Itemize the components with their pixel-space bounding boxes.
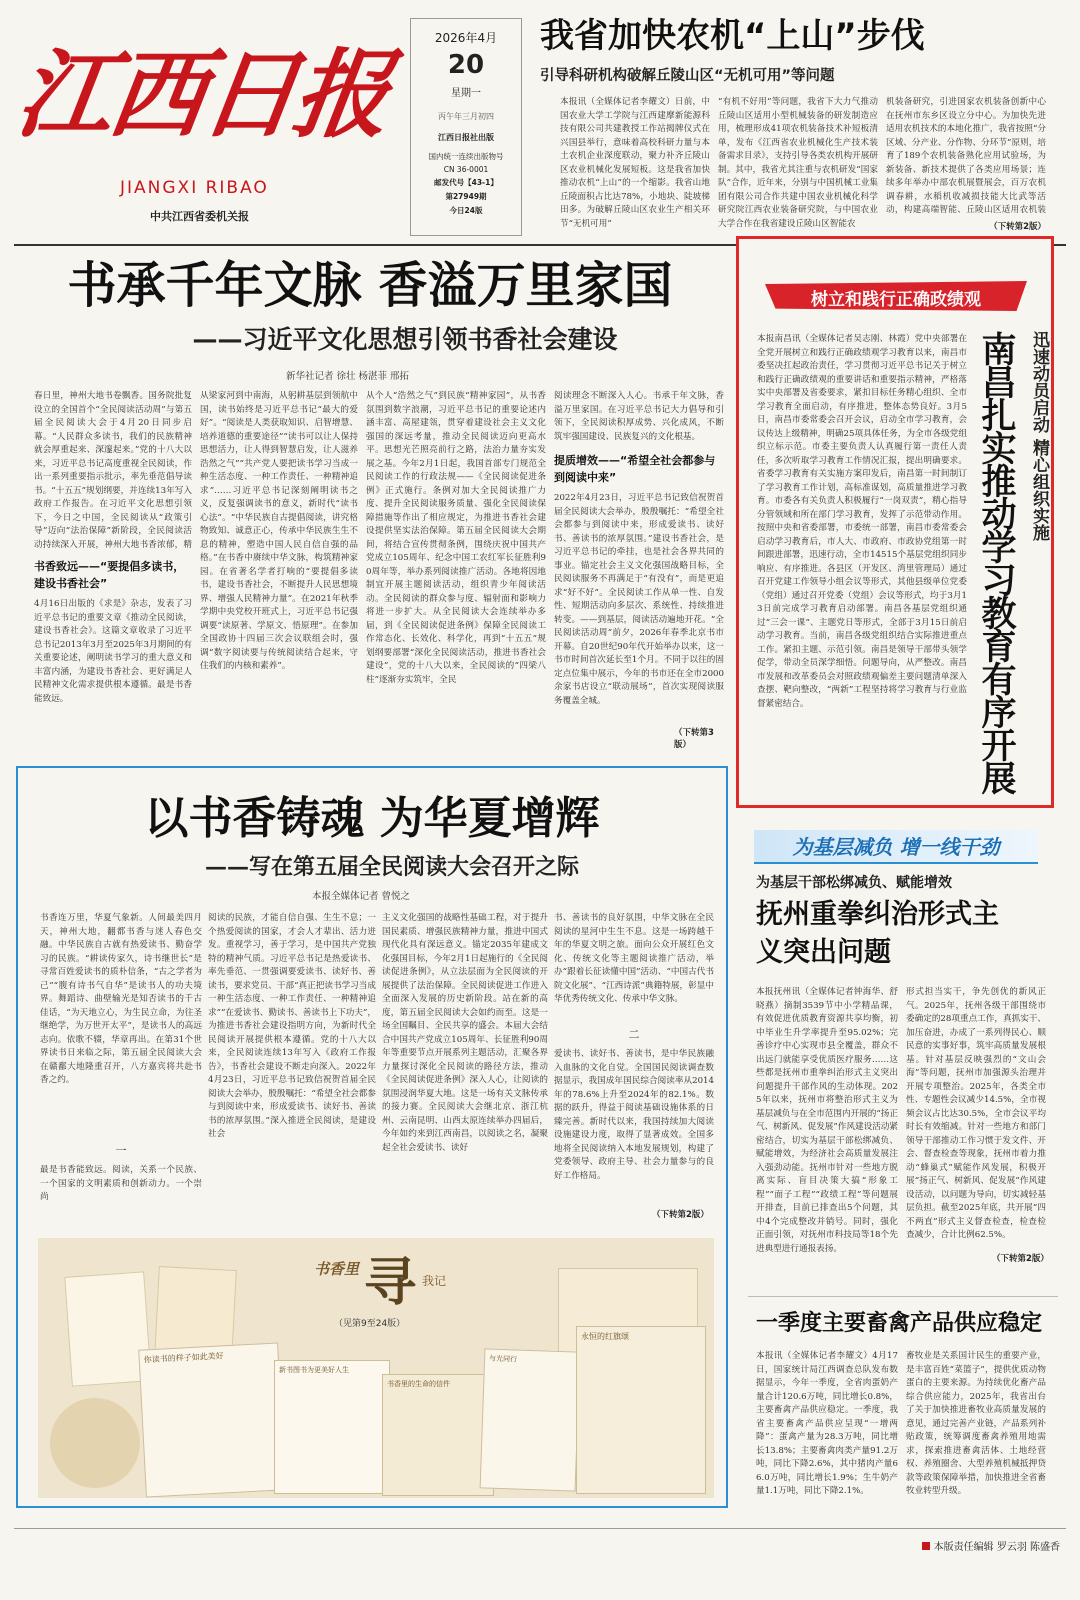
reduce-burden-banner-text: 为基层减负 增一线干劲: [792, 835, 1000, 859]
feature-col3: 主义文化强国的战略性基础工程，对于提升国民素质、增强民族精神力量，推进中国式现代化具有深远意义。锚定2035年建成文化强国目标，今年2月1日起施行的《全民阅读促进条例》，从立法层面为全民阅读的开展提供了法治保障。全民阅读促进工作进入全面深入发展的历史新阶段。站在新的高度，第五届全民阅读大会如约而至。这是一场全国瞩目、全民共享的盛会。本届大会结合中国共产党成立105周年、长征胜利90周年等重要节点开展系列主题活动，汇聚各界力量探讨深化全民阅读的路径方法，推动《全民阅读促进条例》深入人心，让阅读的氛围浸润华夏大地。这是一场有关文脉传承的接力赛。全民阅读大会继北京、浙江杭州、云南昆明、山西太原连续举办四届后，今年如约来到江西南昌，以阅读之名，凝聚起全社会爱读书、读好: [382, 913, 548, 1153]
date-lunar: 丙午年三月初四: [438, 112, 494, 121]
politics-vertical-subtitle: 迅速动员启动 精心组织实施: [1029, 331, 1049, 541]
lead-col1b: 4月16日出版的《求是》杂志，发表了习近平总书记的重要文章《推动全民阅读，建设书香社会》。这篇文章收录了习近平总书记2013年3月至2025年3月期间的有关重要论述，阐明读书学习的重大意义和丰富内涵，为建设书香社会、更好满足人民精神文化需求提供根本遵循。最是书香能致远。: [34, 599, 192, 704]
lead-col2: 从梁家河到中南海，从躬耕基层到领航中国，读书始终是习近平总书记“最大的爱好”。“阅读是人类获取知识、启智增慧、培养道德的重要途径”“读书可以让人保持思想活力，让人得到智慧启发，让人滋养浩然之气”“共产党人要把读书学习当成一种生活态度、一种工作责任、一种精神追求”……习近平总书记深刻阐明读书之义，反复强调读书的意义，新时代“读书心法”。“中华民族自古提倡阅读，讲究格物致知、诚意正心，传承中华民族生生不息的精神，塑造中国人民自信自强的品格。”在书香中赓续中华文脉，构筑精神家园。在省著名学者打响的“要提倡多读书，建设书香社会，不断提升人民思想境界、增强人民精神力量”。在2021年秋季学期中央党校开班式上，习近平总书记强调要“读原著、学原文、悟原理”。在参加全国政协十四届三次会议联组会时，强调“数字阅读要与传统阅读结合起来，守住我们的内核和素养”。: [200, 391, 358, 671]
collage-panel-4-label: 与光同行: [488, 1354, 518, 1364]
politics-vertical-title: 南昌扎实推动学习教育有序开展: [976, 331, 1016, 793]
collage-panel-5-label: 永恒的红旗颂: [581, 1332, 629, 1341]
lead-subhead-1: 书香致远——“要提倡多读书，建设书香社会”: [34, 560, 185, 590]
lead-subtitle: ——习近平文化思想引领书香社会建设: [192, 325, 618, 354]
masthead: [10, 10, 405, 235]
feature-col4: 书、善读书的良好氛围，中华文脉在全民阅读的星河中生生不息。这是一场跨越千年的华夏文明之旅。面向公众开展红色文化、传统文化等主题阅读推广活动，举办“跟着长征读懂中国”活动、“中国古代书院文化展”、“江西诗派”典籍特展，彰显中华优秀传统文化、传承中华文脉。: [554, 913, 714, 1004]
date-weekday: 星期一: [451, 88, 481, 99]
lead-byline: 新华社记者 徐壮 杨湛菲 邢拓: [286, 371, 410, 382]
lead-title: 书承千年文脉 香溢万里家国: [67, 257, 673, 314]
livestock-col2: 畜牧业是关系国计民生的重要产业，是丰富百姓“菜篮子”，提供优质动物蛋白的主要来源。为持续优化畜产品综合供应能力，2025年，我省出台了关于加快推进畜牧业高质量发展的意见，通过完善产业链，产品系列补贴政策，统筹调度畜禽养殖用地需求，探索推进畜禽活体、土地经营权、养殖圈舍、大型养殖机械抵押贷款等政策保障举措，加快推进全省畜牧业转型升级。: [906, 1351, 1046, 1496]
feature-part-1: 一: [115, 1144, 127, 1157]
feature-story: [16, 766, 728, 1508]
date-cn: CN 36-0001: [443, 165, 489, 174]
date-box: [410, 18, 522, 236]
top-story-title: 我省加快农机“上山”步伐: [540, 16, 925, 56]
livestock-col1: 本报讯（全媒体记者李耀文）4月17日，国家统计局江西调查总队发布数据显示，今年一季度，全省肉蛋奶产量合计120.6万吨，同比增长0.8%，主要畜禽产品供应稳定。一季度，我省主要畜禽产品供应呈现“一增两降”：蛋禽产量为28.3万吨，同比增长13.8%；主要畜禽肉类产量91.2万吨，同比下降2.6%，其中猪肉产量66.0万吨，同比增长1.9%；生牛奶产量1.1万吨，同比下降2.1%。: [756, 1351, 898, 1496]
livestock-story: [756, 1308, 1056, 1528]
collage-rug-icon: [50, 1398, 140, 1488]
collage-panel-2: [274, 1360, 390, 1494]
politics-box: [736, 236, 1054, 808]
fuzhou-col1: 本报抚州讯（全媒体记者钟海华、舒晓燕）摘制3539节中小学精品课，有效促进优质教育资源共享均衡，初中毕业生升学率提升至95.02%；完善诊疗中心实现市县全覆盖，群众不出远门就能享受优质医疗服务……这些都是抚州市重拳纠治形式主义突出问题提升干部作风的生动体现。2025年以来，抚州市将整治形式主义为基层减负与在全市范围内开展的“扬正气、树新风、促发展”作风建设活动紧密结合，切实为基层干部松绑减负、赋能增效，为经济社会高质量发展注入强劲动能。抚州市针对一些地方脱离实际、盲目决策大搞“形象工程”“面子工程”“政绩工程”等问题展开排查，目前已排查出5个问题，其中4个完成整改并销号。同时，强化正面引领，对抚州市科技局等18个先进典型进行通报表扬。: [756, 987, 898, 1254]
top-story: [540, 14, 1060, 236]
top-story-jump[interactable]: （下转第2版）: [989, 222, 1046, 232]
collage-panel-1-label: 你读书的样子如此美好: [143, 1351, 224, 1365]
collage-panel-5: [576, 1326, 706, 1494]
livestock-title: 一季度主要畜禽产品供应稳定: [756, 1310, 1043, 1336]
footer-editor-text: 本版责任编辑 罗云羽 陈盛香: [933, 1542, 1060, 1553]
feature-byline: 本报全媒体记者 曾悦之: [312, 891, 411, 902]
masthead-logo: 江西日报: [10, 38, 395, 151]
footer-square-icon: [922, 1542, 930, 1550]
fuzhou-kicker: 为基层干部松绑减负、赋能增效: [756, 875, 952, 891]
top-story-col1: 本报讯（全媒体记者李耀文）日前，中国农业大学工学院与江西建摩新能源科技有限公司共建教授工作站揭牌仪式在兴国县举行，意味着高校科研力量与本土农机企业深度联动，聚力补齐丘陵山区农业机械化发展短板。这是我省加快推动农机“上山”的一个缩影。我省山地丘陵面积占比达78%，小地块、陡坡梯田多。为破解丘陵山区农业生产相关环节“无机可用”: [560, 97, 710, 229]
photo-collage: [38, 1238, 714, 1498]
collage-panel-2-label: 新书图书为更美好人生: [279, 1366, 349, 1374]
masthead-pinyin: JIANGXI RIBAO: [120, 178, 269, 198]
lead-story: [14, 250, 726, 750]
feature-jump[interactable]: （下转第2版）: [652, 1210, 709, 1220]
feature-col4b: 爱读书、读好书、善读书，是中华民族融入血脉的文化自觉。全国国民阅读调查数据显示，我国成年国民综合阅读率从2014年的78.6%上升至2024年的82.1%。数据的跃升，得益于阅读基础设施体系的日臻完善。新时代以来，我国持续加大阅读设施建设力度，取得了显著成效。全国多地将全民阅读纳入本地发展规划，构建了党委领导、政府主导、社会力量参与的良好工作格局。: [554, 1049, 714, 1181]
fuzhou-story: [756, 872, 1056, 1272]
lead-jump[interactable]: （下转第3版）: [674, 728, 714, 750]
collage-caption: （见第9至24版）: [334, 1319, 406, 1329]
fuzhou-jump[interactable]: （下转第2版）: [992, 1254, 1049, 1264]
date-day: 20: [447, 50, 485, 80]
fuzhou-title: 抚州重拳纠治形式主义突出问题: [756, 899, 999, 968]
footer-editor: [922, 1538, 1060, 1553]
collage-brand: 书香里: [314, 1260, 360, 1278]
date-issn-label: 国内统一连续出版物号: [428, 152, 504, 161]
date-post: 邮发代号【43-1】: [434, 178, 498, 187]
collage-suffix: 我记: [422, 1274, 447, 1288]
footer-rule: [14, 1528, 1066, 1529]
banner-text: 树立和践行正确政绩观: [811, 290, 981, 310]
collage-panel-3-label: 书香里的生命的信件: [387, 1380, 450, 1388]
date-year-month: 2026年4月: [434, 31, 498, 45]
fuzhou-col2: 形式担当实干，争先创优的新风正气。2025年，抚州各级干部围绕市委确定的28项重点工作，真抓实干、加压奋进，办成了一系列得民心、顺民意的实事好事，筑牢高质量发展根基。针对基层反映强烈的“文山会海”等问题，抚州市加强源头治理并开展专项整治。2025年，各类全市性、专题性会议减少14.5%，全市视频会议占比达30.5%，全市会议平均时长有效缩减。针对一些地方和部门领导干部推动工作习惯于发文件、开会、督查检查等现象，抚州市着力推动“蜂巢式”赋能作风发展，积极开展“扬正气、树新风、促发展”作风建设活动，以问题为导向，切实减轻基层负担。截至2025年底，共开展“四不两直”形式主义督查检查，检查检查减少，合计比例62.5%。: [906, 987, 1046, 1240]
collage-panel-4: [480, 1348, 581, 1491]
top-story-col3: 机装备研究，引进国家农机装备创新中心在抚州市东乡区设立分中心。为加快先进适用农机技术的本地化推广，我省按照“分区域、分产业、分作物、分环节”原则，培育了189个农机装备熟化应用试验场，为新装备、新技术提供了各类应用场景；连续多年举办中部农机展暨展会，百万农机调春耕，水稻机收减损技能大比武等活动，构建高端智能、丘陵山区适用农机装: [886, 97, 1046, 215]
masthead-publisher: 中共江西省委机关报: [150, 210, 249, 223]
reduce-burden-banner: [754, 830, 1038, 864]
date-pages: 今日24版: [449, 206, 483, 215]
lead-col4b: 2022年4月23日，习近平总书记致信祝贺首届全民阅读大会举办，殷殷嘱托：“希望全社会都参与到阅读中来，形成爱读书、读好书、善读书的浓厚氛围。”建设书香社会，是习近平总书记的牵挂，也是社会各界共同的事业。锚定社会主义文化强国战略目标，全民阅读服务不再满足于“有没有”，而是更追求“好不好”。全民阅读工作从单一性、自发性、短期活动向多层次、系统性、持续推进转变。——到基层，阅读活动遍地开花。“全民阅读活动周”前夕，2026年春季北京书市开幕。自20世纪90年代开始举办以来，这一书市时间首次延长至1个月。不同于以往的固定点位集中展示，今年的书市还在全市2000余家书店设立“联动展场”，首次实现阅读服务覆盖全城。: [554, 493, 724, 706]
date-press: 江西日报社出版: [438, 133, 494, 142]
lead-col1: 春日里，神州大地书卷飘香。国务院批复设立的全国首个“全民阅读活动周”与第五届全民阅读大会于4月20日同步启幕。“人民群众多读书，我们的民族精神就会厚重起来、深邃起来。”党的十八大以来，习近平总书记高度重视全民阅读，作出一系列重要指示批示，率先垂范倡导读书。“十五五”规划纲要，并连续13年写入政府工作报告。在习近平文化思想引领下，今日之中国，全民阅读从“政策引导”迈向“法治保障”新阶段，全民阅读活动持续深入开展，神州大地书香浓郁，精: [34, 391, 192, 550]
divider-right: [748, 1296, 1058, 1297]
collage-panel-1: [138, 1342, 286, 1497]
lead-col3: 从个人“浩然之气”到民族“精神家园”，从书香氛围到数字浪潮，习近平总书记的重要论述内涵丰富、高屋建瓴，贯穿着建设社会主义文化强国的深远考量，推动全民阅读迈向更高水平。思想光芒照亮前行之路，法治力量夯实发展之基。今年2月1日起，我国首部专门规范全民阅读工作的行政法规——《全民阅读促进条例》正式施行。条例对加大全民阅读推广力度、提升全民阅读服务质量、强化全民阅读保障措施等作出了相应规定，为推进书香社会建设提供坚实法治保障。第五届全民阅读大会期间，将结合宣传贯彻条例，围绕庆祝中国共产党成立105周年、纪念中国工农红军长征胜利90周年等，举办系列阅读推广活动。各地将因地制宜开展主题阅读活动，组织青少年阅读活动。全民阅读的群众参与度、辐射面和影响力将进一步扩大。从全民阅读大会连续举办多届，到《全民阅读促进条例》保障全民阅读工作常态化、长效化、科学化，再到“十五五”规划纲要部署“深化全民阅读活动，推进书香社会建设”，党的十八大以来，全民阅读的“四梁八柱”逐渐夯实筑牢，全民: [366, 391, 546, 685]
collage-panel-3: [382, 1374, 494, 1496]
feature-title: 以书香铸魂 为华夏增辉: [144, 793, 600, 844]
collage-title: 寻: [364, 1252, 417, 1313]
feature-subtitle: ——写在第五届全民阅读大会召开之际: [204, 854, 579, 880]
feature-part-2: 二: [628, 1028, 640, 1041]
feature-col2: 阅读的民族，才能自信自强、生生不息；一个热爱阅读的国家，才会人才辈出、活力迸发。重视学习，善于学习，是中国共产党独特的精神气质。习近平总书记是热爱读书、率先垂范、一贯强调要爱读书、读好书、善读书，要求党员、干部“真正把读书学习当成一种生活态度、一种工作责任、一种精神追求”“在爱读书、勤读书、善读书上下功夫”，为推进书香社会建设指明方向，为新时代全民阅读开展提供根本遵循。党的十八大以来，全民阅读连续13年写入《政府工作报告》，书香社会建设不断走向深入。2022年4月23日，习近平总书记致信祝贺首届全民阅读大会举办，殷殷嘱托：“希望全社会都参与到阅读中来，形成爱读书、读好书、善读书的浓厚氛围。”深入推进全民阅读，是建设社会: [208, 913, 376, 1139]
top-story-subtitle: 引导科研机构破解丘陵山区“无机可用”等问题: [540, 68, 835, 84]
feature-col1b: 最是书香能致远。阅读，关系一个民族、一个国家的文明素质和创新动力。一个崇尚: [40, 1165, 202, 1202]
lead-col4: 阅读理念不断深入人心。书承千年文脉，香溢万里家国。在习近平总书记大力倡导和引领下，全民阅读积厚成势、兴化成风，不断筑牢强国建设、民族复兴的文化根基。: [554, 391, 724, 442]
feature-col1: 书香连万里，华夏气象新。人间最美四月天，神州大地，翻都书香与迷人春色交融。中华民族自古就有热爱读书、勤奋学习的民族。“耕读传家久，诗书继世长”是寻常百姓爱读书的质朴信条，“古之学者为己”“腹有诗书气自华”是读书人的功夫境界。舞蹈诗、曲壁输光是知否读书的千古佳话，“为天地立心，为生民立命，为往圣继绝学，为万世开太平”，是读书人的高远志向。依歌不辍，华章再出。在第31个世界读书日来临之际，第五届全民阅读大会在赣鄱大地隆重召开，八方嘉宾将共赴书香之约。: [40, 913, 202, 1085]
lead-subhead-2: 提质增效——“希望全社会都参与到阅读中来”: [554, 454, 716, 484]
date-issue: 第27949期: [445, 192, 487, 201]
politics-col1: 本报南昌讯（全媒体记者吴志刚、林霞）党中央部署在全党开展树立和践行正确政绩观学习教育以来，南昌市委坚决扛起政治责任，学习贯彻习近平总书记关于树立和践行正确政绩观的重要讲话和重要指示精神，严格落实中央部署及省委要求，紧扣目标任务精心组织、全市学习教育全面启动，有序推进，整体态势良好。3月5日，南昌市委常委会召开会议，启动全市学习教育，会议传达上级精神，明确25项具体任务，为全市各级党组织立标示范。市委主要负责人认真履行第一责任人责任，多次听取学习教育工作情况汇报，提出明确要求。省委学习教育有关实施方案印发后，南昌第一时间制订了学习教育工作计划，高标准谋划，高质量推进学习教育。市委各有关负责人积极履行“一岗双责”，精心指导分管领域和所在部门学习教育，发挥了示范带动作用。按照中央和省委部署，市委统一部署，南昌市委常委会启动学习教育后，市人大、市政府、市政协党组第一时间跟进部署，迅速行动，全市14515个基层党组织同步响应、有序推进。各县区（开发区、湾里管理局）通过召开党建工作领导小组会议等形式，其他县级单位党委（党组）通过召开党委（党组）会议等形式，均于3月13日前完成学习教育启动部署。南昌各基层党组织通过“三会一课”、主题党日等形式，全部于3月15日前启动学习教育。当前，南昌各级党组织结合实际推进重点工作。紧扣主题、示范引领。南昌是领导干部带头领学促学，带动全员深学细悟。问题导向，从严整改。南昌市发展和改革委员会对照政绩观偏差主要问题清单深入查摆、靶向整改，“两新”工程坚持将学习教育与行业监督紧密结合。: [757, 334, 967, 709]
top-story-col2: “有机不好用”等问题，我省下大力气推动丘陵山区适用小型机械装备的研发制造应用，梳理形成41项农机装备技术补短板清单，发布《江西省农业机械化生产技术装备需求目录》，支持引导各类农机构开展研制。其中，我省尤其注重与农机研发“国家队”合作，近年来，分别与中国机械工业集团有限公司合作共建中国农业机械化科学研究院江西农业装备研究院，与中国农业大学合作在我省建设丘陵山区智能农: [718, 97, 878, 229]
